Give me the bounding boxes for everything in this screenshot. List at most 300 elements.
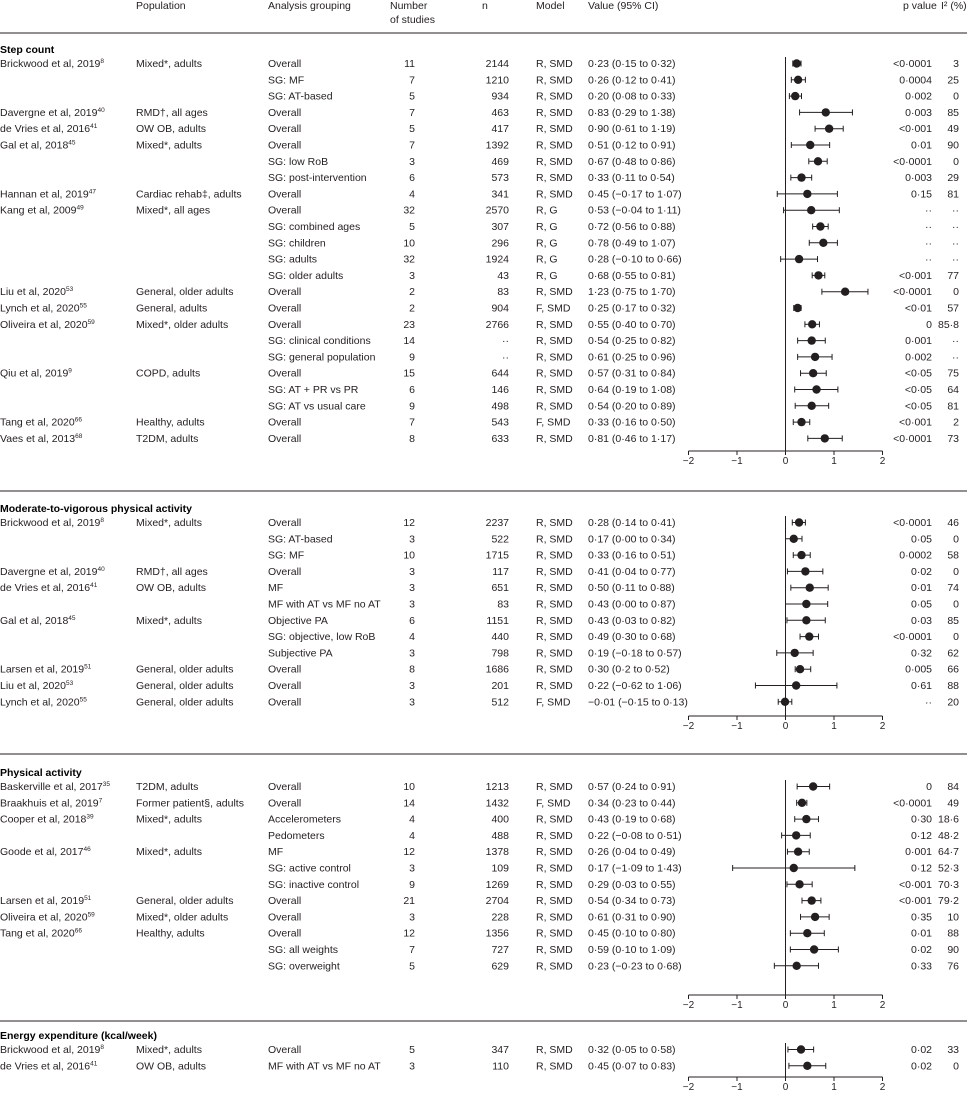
cell-n: ·· xyxy=(502,351,509,364)
cell-studies: 4 xyxy=(409,813,415,826)
cell-population: RMD†, all ages xyxy=(136,565,208,578)
study-ref: 53 xyxy=(65,286,74,294)
point-estimate xyxy=(802,815,810,823)
cell-studies: 5 xyxy=(409,1044,415,1056)
study-ref: 53 xyxy=(65,680,74,687)
cell-population: OW OB, adults xyxy=(136,582,207,595)
study-label: Baskerville et al, 2017 xyxy=(0,781,103,793)
cell-grouping: Overall xyxy=(268,696,302,709)
study-ref: 68 xyxy=(75,432,83,440)
cell-studies: 10 xyxy=(403,549,415,562)
cell-n: 1686 xyxy=(485,663,509,676)
cell-n: 2237 xyxy=(485,517,509,529)
point-estimate xyxy=(814,271,822,279)
cell-model: R, SMD xyxy=(536,384,573,396)
cell-model: R, SMD xyxy=(536,895,573,908)
cell-studies: 10 xyxy=(403,237,415,250)
study-label: Oliveira et al, 2020 xyxy=(0,318,88,331)
cell-grouping: Overall xyxy=(268,895,302,908)
cell-n: 1392 xyxy=(485,139,509,152)
cell-studies: 3 xyxy=(409,155,415,168)
cell-value: 0·54 (0·34 to 0·73) xyxy=(588,895,676,908)
study-ref: 47 xyxy=(88,188,96,196)
cell-model: R, SMD xyxy=(536,351,573,364)
cell-p: <0·0001 xyxy=(893,797,932,810)
point-estimate xyxy=(821,434,829,442)
cell-i2: 0 xyxy=(953,631,959,644)
tick-label: 0 xyxy=(782,721,789,732)
study-name xyxy=(0,107,105,119)
study-label: Qiu et al, 2019 xyxy=(0,367,69,380)
cell-value: 0·55 (0·40 to 0·70) xyxy=(588,318,676,331)
study-name xyxy=(0,911,95,923)
point-estimate xyxy=(807,402,815,410)
cell-p: 0 xyxy=(926,781,932,793)
cell-studies: 2 xyxy=(409,302,415,315)
cell-studies: 12 xyxy=(403,846,415,859)
cell-value: 0·72 (0·56 to 0·88) xyxy=(588,221,676,233)
cell-grouping: Overall xyxy=(268,188,302,201)
point-estimate xyxy=(841,288,849,296)
cell-model: R, SMD xyxy=(536,286,573,299)
cell-model: R, G xyxy=(536,204,558,217)
cell-model: R, SMD xyxy=(536,318,573,331)
study-label: Brickwood et al, 2019 xyxy=(0,58,101,70)
cell-value: 0·30 (0·2 to 0·52) xyxy=(588,663,670,676)
cell-grouping: Overall xyxy=(268,416,302,429)
cell-model: R, SMD xyxy=(536,188,573,201)
cell-n: 117 xyxy=(492,565,509,578)
table-row xyxy=(0,582,959,594)
cell-studies: 7 xyxy=(409,106,415,119)
cell-n: 417 xyxy=(491,123,509,136)
cell-studies: 3 xyxy=(409,565,415,578)
point-estimate xyxy=(803,190,811,198)
cell-studies: 8 xyxy=(409,663,415,676)
cell-studies: 32 xyxy=(403,253,415,266)
cell-p: 0·003 xyxy=(905,172,932,185)
cell-grouping: MF xyxy=(268,846,284,859)
table-row xyxy=(0,303,959,315)
cell-p: 0·61 xyxy=(910,680,932,692)
cell-n: 498 xyxy=(491,400,509,413)
table-row xyxy=(0,696,959,708)
cell-studies: 7 xyxy=(409,944,415,956)
cell-value: 0·50 (0·11 to 0·88) xyxy=(588,582,675,595)
cell-n: 1378 xyxy=(485,846,509,859)
cell-value: 0·45 (0·10 to 0·80) xyxy=(588,927,676,940)
cell-p: 0·001 xyxy=(905,335,932,348)
cell-i2: 88 xyxy=(947,680,959,692)
cell-value: 0·64 (0·19 to 1·08) xyxy=(588,384,676,396)
cell-n: 727 xyxy=(491,944,509,956)
cell-population: Mixed*, older adults xyxy=(136,911,229,924)
cell-p: <0·0001 xyxy=(893,631,932,644)
cell-i2: 25 xyxy=(947,74,959,87)
cell-grouping: Overall xyxy=(268,286,302,299)
table-row xyxy=(268,335,959,347)
cell-value: 0·33 (0·16 to 0·51) xyxy=(588,549,676,562)
point-estimate xyxy=(796,665,804,673)
point-estimate xyxy=(797,173,805,181)
cell-population: Mixed*, adults xyxy=(136,614,202,627)
cell-n: 83 xyxy=(497,286,509,299)
point-estimate xyxy=(791,92,799,100)
study-label: Cooper et al, 2018 xyxy=(0,813,87,826)
cell-value: 0·57 (0·31 to 0·84) xyxy=(588,367,676,380)
cell-i2: 74 xyxy=(947,582,959,595)
cell-value: 0·43 (0·19 to 0·68) xyxy=(588,813,676,826)
point-estimate xyxy=(801,567,809,575)
cell-grouping: SG: low RoB xyxy=(268,155,329,168)
study-label: Hannan et al, 2019 xyxy=(0,188,89,201)
cell-value: 0·61 (0·31 to 0·90) xyxy=(588,911,676,924)
cell-population: Mixed*, all ages xyxy=(136,204,211,217)
cell-i2: 66 xyxy=(947,663,959,676)
cell-p: 0·005 xyxy=(905,663,932,676)
study-name xyxy=(0,517,104,529)
table-row xyxy=(0,566,959,578)
study-label: Vaes et al, 2013 xyxy=(0,432,76,445)
cell-grouping: SG: AT + PR vs PR xyxy=(268,384,359,396)
cell-grouping: SG: combined ages xyxy=(268,221,361,233)
section-title: Energy expenditure (kcal/week) xyxy=(0,1030,157,1042)
cell-value: 0·33 (0·16 to 0·50) xyxy=(588,416,676,429)
cell-studies: 8 xyxy=(409,432,415,445)
study-ref: 41 xyxy=(90,582,98,590)
cell-studies: 6 xyxy=(409,614,415,627)
cell-i2: 33 xyxy=(947,1044,959,1056)
cell-grouping: Overall xyxy=(268,1044,302,1056)
cell-model: R, SMD xyxy=(536,878,573,891)
cell-studies: 4 xyxy=(409,631,415,644)
cell-p: <0·0001 xyxy=(893,517,932,529)
point-estimate xyxy=(791,649,799,657)
study-ref: 41 xyxy=(90,1060,98,1068)
cell-value: 0·23 (−0·23 to 0·68) xyxy=(588,960,682,973)
section-2 xyxy=(0,767,967,1021)
study-ref: 40 xyxy=(97,106,105,114)
cell-n: 307 xyxy=(491,221,509,233)
cell-studies: 14 xyxy=(403,797,415,810)
cell-model: R, G xyxy=(536,237,558,250)
cell-i2: ·· xyxy=(952,221,959,233)
cell-grouping: Overall xyxy=(268,58,302,70)
cell-model: R, SMD xyxy=(536,582,573,595)
study-ref: 55 xyxy=(79,302,87,310)
cell-p: <0·001 xyxy=(899,123,932,136)
table-row xyxy=(268,400,959,412)
cell-i2: 81 xyxy=(947,188,959,201)
cell-grouping: SG: post-intervention xyxy=(268,172,367,185)
tick-label: 0 xyxy=(782,1082,789,1093)
cell-p: 0·0002 xyxy=(899,549,932,562)
cell-p: <0·05 xyxy=(904,384,932,396)
table-row xyxy=(0,188,959,200)
cell-value: 0·22 (−0·62 to 1·06) xyxy=(588,680,682,692)
table-row xyxy=(0,517,959,529)
study-name xyxy=(0,188,96,200)
table-row xyxy=(268,221,959,233)
study-name xyxy=(0,696,87,708)
cell-model: R, SMD xyxy=(536,911,573,924)
cell-value: 1·23 (0·75 to 1·70) xyxy=(588,286,676,299)
section-title: Physical activity xyxy=(0,767,82,779)
cell-model: R, G xyxy=(536,253,558,266)
cell-value: 0·45 (−0·17 to 1·07) xyxy=(588,188,682,201)
point-estimate xyxy=(807,336,815,344)
cell-grouping: SG: objective, low RoB xyxy=(268,631,376,644)
study-label: Tang et al, 2020 xyxy=(0,416,75,429)
point-estimate xyxy=(797,1045,805,1053)
study-ref: 40 xyxy=(97,565,105,573)
cell-i2: 10 xyxy=(947,911,959,924)
cell-value: 0·22 (−0·08 to 0·51) xyxy=(588,829,682,842)
cell-i2: ·· xyxy=(952,253,959,266)
cell-n: 488 xyxy=(491,829,509,842)
cell-n: 201 xyxy=(491,680,509,692)
table-row xyxy=(268,631,959,643)
cell-model: R, SMD xyxy=(536,813,573,826)
cell-i2: 85 xyxy=(947,614,959,627)
cell-model: R, SMD xyxy=(536,533,573,546)
cell-i2: 2 xyxy=(953,416,959,429)
cell-i2: 62 xyxy=(947,647,959,660)
cell-value: 0·43 (0·00 to 0·87) xyxy=(588,598,676,611)
cell-population: OW OB, adults xyxy=(136,123,207,136)
cell-grouping: Pedometers xyxy=(268,829,325,842)
cell-grouping: SG: clinical conditions xyxy=(268,335,371,348)
table-row xyxy=(0,58,959,70)
cell-n: 651 xyxy=(491,582,509,595)
cell-model: R, SMD xyxy=(536,598,573,611)
tick-label: 1 xyxy=(831,721,837,732)
cell-i2: 81 xyxy=(947,400,959,413)
point-estimate xyxy=(825,125,833,133)
tick-label: 0 xyxy=(782,456,789,467)
cell-value: 0·67 (0·48 to 0·86) xyxy=(588,155,676,168)
cell-i2: 0 xyxy=(953,90,959,103)
table-row xyxy=(268,944,959,956)
cell-model: R, SMD xyxy=(536,139,573,152)
cell-p: 0·03 xyxy=(910,614,932,627)
cell-model: R, SMD xyxy=(536,829,573,842)
header-population: Population xyxy=(136,0,186,12)
section-title: Moderate-to-vigorous physical activity xyxy=(0,503,192,515)
forest-sections xyxy=(0,44,967,1093)
cell-population: T2DM, adults xyxy=(136,432,199,445)
cell-n: 522 xyxy=(491,533,509,546)
cell-model: R, SMD xyxy=(536,647,573,660)
cell-i2: 77 xyxy=(947,269,959,282)
point-estimate xyxy=(797,418,805,426)
cell-i2: 29 xyxy=(947,172,959,185)
cell-studies: 32 xyxy=(403,204,415,217)
cell-grouping: Overall xyxy=(268,680,302,692)
table-row xyxy=(268,879,959,891)
cell-population: COPD, adults xyxy=(136,367,201,380)
cell-value: 0·61 (0·25 to 0·96) xyxy=(588,351,676,364)
cell-p: <0·0001 xyxy=(893,286,932,299)
cell-value: 0·17 (0·00 to 0·34) xyxy=(588,533,676,546)
cell-p: 0·02 xyxy=(910,1060,932,1073)
cell-population: Healthy, adults xyxy=(136,416,205,429)
cell-grouping: Overall xyxy=(268,302,302,315)
cell-p: 0·35 xyxy=(910,911,932,924)
cell-studies: 3 xyxy=(409,1060,415,1073)
cell-studies: 4 xyxy=(409,829,415,842)
study-name xyxy=(0,303,87,315)
cell-n: 633 xyxy=(491,432,509,445)
cell-model: F, SMD xyxy=(536,416,571,429)
cell-p: 0·002 xyxy=(905,90,932,103)
point-estimate xyxy=(810,945,818,953)
table-row xyxy=(268,647,959,659)
cell-population: OW OB, adults xyxy=(136,1060,207,1073)
cell-model: R, SMD xyxy=(536,663,573,676)
cell-value: 0·49 (0·30 to 0·68) xyxy=(588,631,676,644)
cell-p: 0·02 xyxy=(910,565,932,578)
cell-p: 0·15 xyxy=(910,188,932,201)
tick-label: −2 xyxy=(682,1082,695,1093)
cell-studies: 7 xyxy=(409,74,415,87)
cell-studies: 2 xyxy=(409,286,415,299)
cell-p: <0·05 xyxy=(904,400,932,413)
cell-studies: 6 xyxy=(409,384,415,396)
cell-n: 110 xyxy=(492,1060,509,1073)
cell-studies: 12 xyxy=(403,927,415,940)
study-label: de Vries et al, 2016 xyxy=(0,1060,91,1073)
cell-value: 0·28 (0·14 to 0·41) xyxy=(588,517,676,529)
cell-i2: 3 xyxy=(953,58,959,70)
cell-p: ·· xyxy=(925,253,932,266)
cell-i2: 70·3 xyxy=(937,878,959,891)
cell-grouping: SG: inactive control xyxy=(268,878,360,891)
study-ref: 66 xyxy=(74,927,82,935)
cell-i2: 90 xyxy=(947,139,959,152)
cell-grouping: SG: children xyxy=(268,237,326,250)
study-name xyxy=(0,797,103,809)
cell-grouping: Overall xyxy=(268,927,302,940)
study-name xyxy=(0,286,74,298)
cell-grouping: Subjective PA xyxy=(268,647,333,660)
cell-population: Healthy, adults xyxy=(136,927,205,940)
table-row xyxy=(0,846,959,858)
study-label: Lynch et al, 2020 xyxy=(0,302,80,315)
section-title: Step count xyxy=(0,44,55,56)
cell-i2: 85 xyxy=(947,106,959,119)
cell-population: General, older adults xyxy=(136,895,234,908)
cell-i2: 46 xyxy=(947,517,959,529)
cell-n: 2144 xyxy=(485,58,509,70)
header-studies-line2: of studies xyxy=(390,14,435,26)
cell-model: F, SMD xyxy=(536,797,571,810)
point-estimate xyxy=(807,206,815,214)
cell-n: 1924 xyxy=(485,253,509,266)
study-label: de Vries et al, 2016 xyxy=(0,123,91,136)
cell-i2: 52·3 xyxy=(937,862,959,875)
cell-value: 0·59 (0·10 to 1·09) xyxy=(588,944,676,956)
cell-value: 0·25 (0·17 to 0·32) xyxy=(588,302,676,315)
cell-i2: 88 xyxy=(947,927,959,940)
table-row xyxy=(0,928,959,940)
study-label: Goode et al, 2017 xyxy=(0,846,84,859)
table-row xyxy=(268,91,959,103)
cell-p: ·· xyxy=(925,237,932,250)
table-row xyxy=(268,156,959,168)
cell-grouping: MF with AT vs MF no AT xyxy=(268,1060,381,1073)
header-n: n xyxy=(482,0,488,12)
cell-n: 1213 xyxy=(485,781,509,793)
table-row xyxy=(0,286,959,298)
study-ref: 51 xyxy=(84,895,92,903)
point-estimate xyxy=(816,222,824,230)
cell-i2: ·· xyxy=(952,237,959,250)
cell-value: 0·54 (0·20 to 0·89) xyxy=(588,400,676,413)
cell-value: 0·17 (−1·09 to 1·43) xyxy=(588,862,682,875)
study-label: Liu et al, 2020 xyxy=(0,286,66,299)
cell-p: 0·01 xyxy=(910,927,932,940)
study-ref: 66 xyxy=(74,416,82,424)
cell-p: <0·001 xyxy=(899,269,932,282)
table-row xyxy=(268,599,959,611)
cell-studies: 14 xyxy=(403,335,415,348)
point-estimate xyxy=(795,518,803,526)
point-estimate xyxy=(798,799,806,807)
tick-label: −1 xyxy=(731,721,743,732)
cell-grouping: MF with AT vs MF no AT xyxy=(268,598,381,611)
table-row xyxy=(0,368,959,380)
cell-p: 0 xyxy=(926,318,932,331)
cell-i2: 84 xyxy=(947,781,959,793)
cell-grouping: Overall xyxy=(268,367,302,380)
point-estimate xyxy=(806,584,814,592)
study-name xyxy=(0,433,83,445)
cell-i2: 20 xyxy=(947,696,959,709)
cell-p: 0·05 xyxy=(910,598,932,611)
point-estimate xyxy=(797,551,805,559)
cell-model: R, SMD xyxy=(536,106,573,119)
point-estimate xyxy=(808,320,816,328)
point-estimate xyxy=(807,896,815,904)
study-ref: 39 xyxy=(86,813,94,821)
study-label: Davergne et al, 2019 xyxy=(0,106,98,119)
point-estimate xyxy=(812,385,820,393)
cell-studies: 3 xyxy=(409,696,415,709)
cell-population: Mixed*, adults xyxy=(136,58,202,70)
cell-grouping: MF xyxy=(268,582,284,595)
point-estimate xyxy=(790,535,798,543)
section-1 xyxy=(0,503,967,754)
cell-value: 0·90 (0·61 to 1·19) xyxy=(588,123,676,136)
table-row xyxy=(268,533,959,545)
cell-studies: 3 xyxy=(409,582,415,595)
study-ref: 8 xyxy=(100,517,105,524)
cell-population: Mixed*, adults xyxy=(136,517,202,529)
point-estimate xyxy=(819,239,827,247)
cell-p: <0·001 xyxy=(899,878,932,891)
point-estimate xyxy=(809,782,817,790)
cell-model: R, SMD xyxy=(536,927,573,940)
cell-n: 1432 xyxy=(485,797,509,810)
tick-label: −1 xyxy=(731,1000,743,1011)
tick-label: −1 xyxy=(731,1082,743,1093)
study-label: Larsen et al, 2019 xyxy=(0,663,85,676)
point-estimate xyxy=(811,353,819,361)
study-label: Davergne et al, 2019 xyxy=(0,565,98,578)
table-row xyxy=(0,814,959,826)
cell-model: R, SMD xyxy=(536,123,573,136)
